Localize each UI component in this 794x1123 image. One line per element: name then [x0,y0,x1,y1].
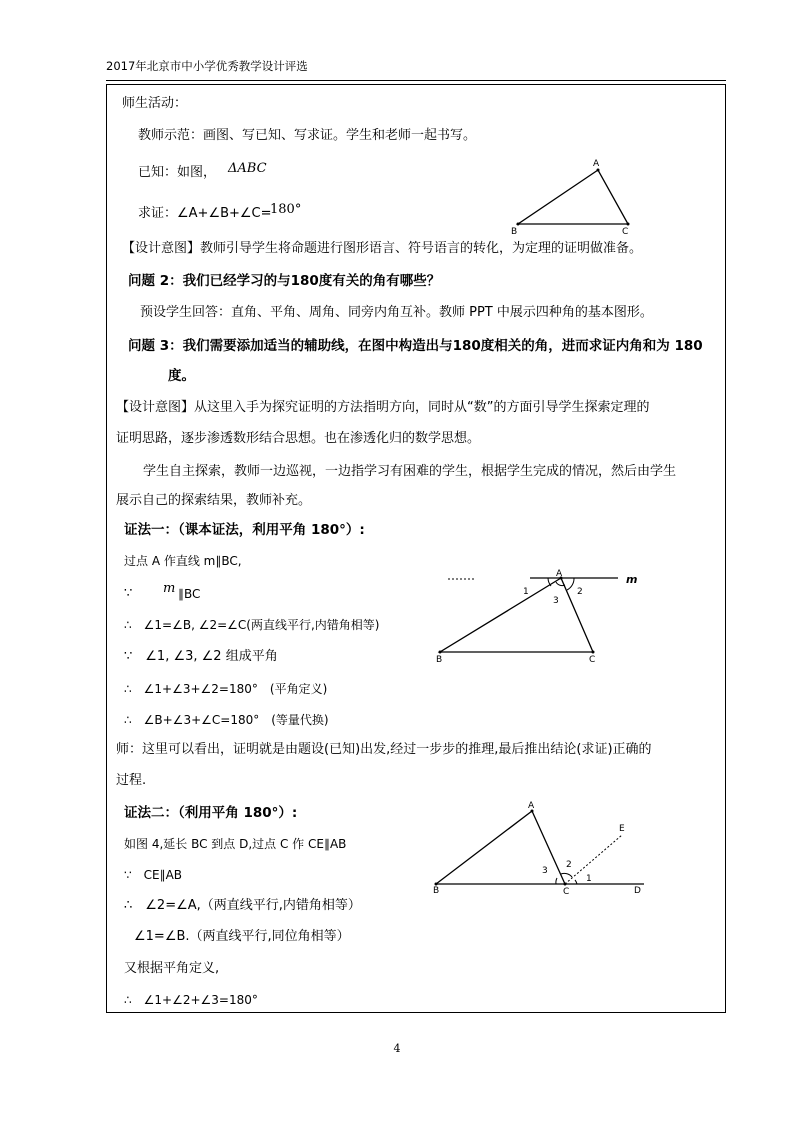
question-heading-cont: 度。 [168,368,195,384]
question-heading: 问题 3：我们需要添加适当的辅助线，在图中构造出与180度相关的角，进而求证内角和为 180 [128,338,703,354]
question-heading: 问题 2：我们已经学习的与180度有关的角有哪些？ [128,273,441,289]
proof-line: ∥BC [178,587,201,601]
proof-line: ∴ ∠2=∠A,（两直线平行,内错角相等） [124,898,361,913]
vertex-label-b: B [436,655,443,665]
triangle-figure-3 [430,800,650,895]
proof-line: 过点 A 作直线 m∥BC, [124,554,242,568]
math-expression: ΔABC [228,161,267,176]
vertex-label-a: A [556,569,563,579]
text-line: 学生自主探索，教师一边巡视，一边指学习有困难的学生，根据学生完成的情况，然后由学生 [143,464,677,479]
point-label-e: E [619,824,625,834]
angle-label-2: 2 [577,587,583,597]
proof-line: ∴ ∠1+∠3+∠2=180° (平角定义) [124,682,328,696]
text-line: 师：这里可以看出，证明就是由题设(已知)出发,经过一步步的推理,最后推出结论(求证)正确的 [116,742,652,757]
proof-heading: 证法一：（课本证法，利用平角 180°）: [124,522,365,538]
vertex-label-c: C [563,887,570,897]
vertex-label-a: A [593,159,600,169]
triangle-figure-1 [500,150,650,240]
angle-label-2: 2 [566,860,572,870]
design-intent: 【设计意图】教师引导学生将命题进行图形语言、符号语言的转化，为定理的证明做准备。 [122,241,643,256]
text-line: 过程. [116,773,147,788]
proof-heading: 证法二：（利用平角 180°）: [124,805,298,821]
header-rule [106,80,726,81]
proof-line: 又根据平角定义, [124,961,220,976]
angle-label-1: 1 [586,874,592,884]
math-expression: 180° [270,202,302,217]
angle-label-3: 3 [553,596,559,606]
vertex-label-c: C [589,655,596,665]
text-line: 证明思路，逐步渗透数形结合思想。也在渗透化归的数学思想。 [116,431,481,446]
text-line: 展示自己的探索结果，教师补充。 [116,493,312,508]
proof-line: 如图 4,延长 BC 到点 D,过点 C 作 CE∥AB [124,837,347,851]
proof-line: ∵ ∠1, ∠3, ∠2 组成平角 [124,649,278,664]
text-line: 师生活动： [122,96,188,111]
proof-line: ∠1=∠B.（两直线平行,同位角相等） [134,929,350,944]
proof-line: ∴ ∠1=∠B, ∠2=∠C(两直线平行,内错角相等) [124,618,380,632]
math-expression: m [163,581,176,596]
angle-label-1: 1 [523,587,529,597]
vertex-label-b: B [511,227,518,237]
vertex-label-a: A [528,801,535,811]
page-header: 2017年北京市中小学优秀教学设计评选 [106,59,308,73]
angle-label-3: 3 [542,866,548,876]
proof-line: ∴ ∠1+∠2+∠3=180° [124,993,258,1007]
proof-line: ∴ ∠B+∠3+∠C=180° (等量代换) [124,713,329,727]
design-intent: 【设计意图】从这里入手为探究证明的方法指明方向，同时从“数”的方面引导学生探索定理的 [116,400,650,415]
page-number: 4 [393,1042,401,1055]
text-line: 求证：∠A+∠B+∠C= [138,206,272,221]
line-label-m: m [626,573,638,586]
proof-line: ∵ CE∥AB [124,868,183,882]
vertex-label-b: B [433,886,440,896]
vertex-label-c: C [622,227,629,237]
text-line: 已知：如图， [138,165,217,180]
text-line: 预设学生回答：直角、平角、周角、同旁内角互补。教师 PPT 中展示四种角的基本图形。 [140,305,653,320]
triangle-figure-2 [430,560,650,675]
point-label-d: D [634,886,641,896]
proof-line: ∵ [124,586,133,601]
text-line: 教师示范：画图、写已知、写求证。学生和老师一起书写。 [138,128,477,143]
